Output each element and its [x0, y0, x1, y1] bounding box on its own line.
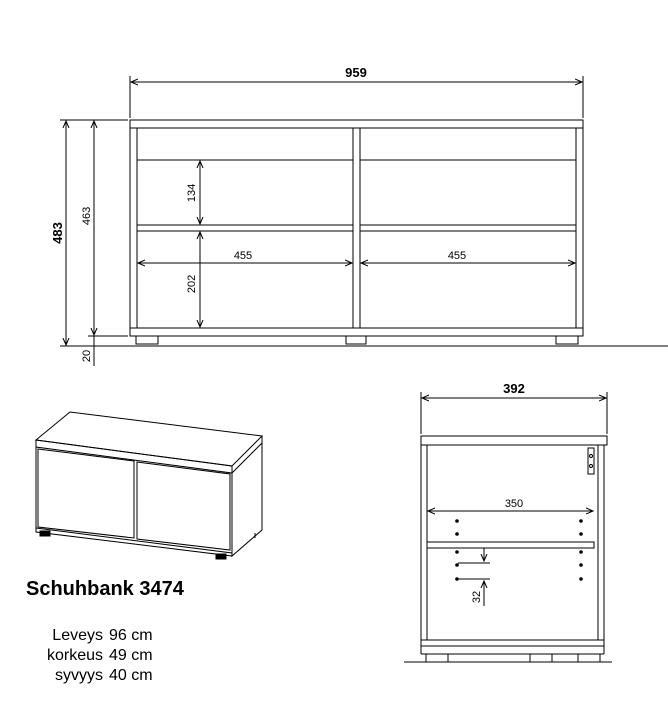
- side-top-board: [421, 436, 607, 445]
- dim-height-total-label: 483: [50, 222, 65, 244]
- dim-width-label: 959: [345, 65, 367, 80]
- spec-label: Leveys: [52, 627, 103, 644]
- front-foot-middle: [346, 336, 366, 344]
- dim-hole-spacing-label: 32: [471, 590, 483, 604]
- dim-inner-right-label: 455: [447, 250, 467, 262]
- front-bottom-board: [130, 328, 583, 336]
- front-middle-divider: [353, 128, 360, 328]
- dim-inner-left-label: 455: [233, 250, 253, 262]
- side-view: [404, 392, 612, 662]
- dim-depth-label: 392: [503, 381, 525, 396]
- spec-row-width: [30, 626, 153, 646]
- product-title: Schuhbank 3474: [26, 578, 184, 600]
- spec-row-height: [30, 646, 153, 666]
- front-foot-left: [136, 336, 158, 344]
- front-right-side: [576, 128, 583, 328]
- perspective-view: [36, 412, 262, 559]
- side-foot-front: [426, 654, 448, 662]
- front-shelf-right: [360, 225, 576, 231]
- spec-label: korkeus: [46, 647, 103, 664]
- front-foot-right: [556, 336, 578, 344]
- spec-value: 40 cm: [109, 667, 153, 684]
- perspective-top: [36, 412, 262, 466]
- side-shelf: [427, 542, 594, 548]
- shelf-pin-holes: [455, 519, 583, 581]
- spec-value: 96 cm: [109, 627, 153, 644]
- dim-upper-shelf-label: 134: [186, 183, 198, 203]
- spec-value: 49 cm: [109, 647, 153, 664]
- dim-lower-shelf-label: 202: [186, 274, 198, 294]
- perspective-right-side: [232, 443, 262, 556]
- dim-inner-depth-label: 350: [504, 498, 524, 510]
- front-shelf-left: [137, 225, 353, 231]
- side-bottom-board: [421, 640, 604, 646]
- side-foot-back: [578, 654, 600, 662]
- spec-row-depth: [30, 666, 153, 686]
- front-view: [60, 76, 668, 366]
- front-left-side: [130, 128, 137, 328]
- dim-height-body-label: 463: [81, 206, 93, 226]
- perspective-door-right: [137, 462, 230, 550]
- dim-foot-height-label: 20: [81, 349, 93, 363]
- product-specs: [30, 626, 153, 686]
- side-foot-middle: [530, 654, 552, 662]
- spec-label: syvyys: [55, 667, 103, 684]
- perspective-door-left: [38, 449, 134, 538]
- front-top-board: [130, 120, 583, 128]
